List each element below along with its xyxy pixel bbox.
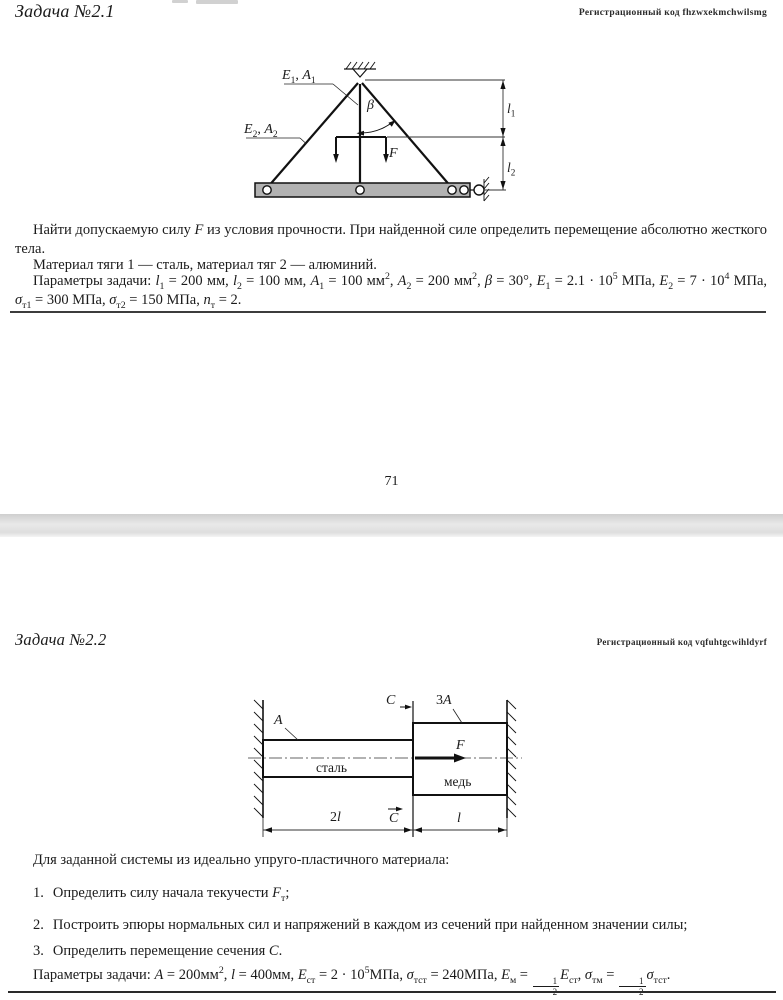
page1-bottom-rule bbox=[10, 311, 766, 313]
page2-registration-code: Регистрационный код vqfuhtgcwihldyrf bbox=[596, 637, 767, 647]
angle-arrow bbox=[388, 120, 395, 127]
force-arrowhead bbox=[383, 154, 389, 163]
para-parameters: Параметры задачи: $l_1 = 200$ мм, $l_2 = 100$ мм, $A_1 = 100$ $мм^2$, $A_2 = 200$ $мм^2$, β = 30°, $E_1 = 2.1 \cdot 10^5$ МПа, $E_2 = 7 \cdot 10^4$ МПа, $\sigma_{т1} = 300$ МПа, $\sigma_{т2} = 150$ МПа, $n_т = 2$. bbox=[15, 271, 768, 311]
top-support-icon bbox=[344, 62, 376, 77]
label-beta: β bbox=[367, 98, 374, 113]
para-materials: Материал тяги 1 — сталь, материал тяг 2 — алюминий. bbox=[33, 257, 377, 273]
leader-line bbox=[453, 709, 462, 723]
para-task-statement: Найти допускаемую силу F из условия прочности. При найденной силе определить перемещение абсолютно жесткого тела. bbox=[15, 222, 767, 257]
force-arrowhead bbox=[454, 754, 466, 763]
dimension-lines bbox=[365, 80, 506, 190]
para-intro: Для заданной системы из идеально упруго-пластичного материала: bbox=[33, 852, 450, 868]
page-number: 71 bbox=[384, 474, 399, 489]
diagram-rod-geometry bbox=[228, 676, 528, 844]
label-force: F bbox=[456, 738, 465, 753]
dimension-lines bbox=[263, 818, 507, 837]
task-item-2 bbox=[33, 916, 687, 935]
item-text: Построить эпюры нормальных сил и напряжений в каждом из сечений при найденном значении силы; bbox=[52, 917, 688, 933]
label-area-steel: A bbox=[274, 713, 283, 728]
page2-title: Задача №2.2 bbox=[15, 630, 107, 649]
label-rod1: $E_1$, $A_1$ bbox=[282, 68, 316, 86]
task-item-1 bbox=[33, 884, 289, 903]
item-number: 1. bbox=[33, 885, 44, 901]
page1-registration-code: Регистрационный код fhzwxekmchwilsmg bbox=[578, 8, 767, 18]
section-arrowhead-top bbox=[405, 705, 412, 710]
force-arrowhead bbox=[333, 154, 339, 163]
cropped-text-remnant bbox=[172, 0, 188, 3]
label-section-top: C bbox=[386, 693, 396, 708]
left-wall-icon bbox=[254, 700, 263, 818]
rod-right bbox=[362, 83, 452, 188]
rod-left bbox=[267, 83, 358, 188]
label-force: F bbox=[389, 146, 398, 161]
label-length-l: l bbox=[457, 811, 461, 826]
diagram-stepped-rod bbox=[228, 676, 528, 844]
diagram-truss bbox=[238, 53, 548, 208]
page-separator bbox=[0, 514, 783, 537]
label-l1: $l_1$ bbox=[507, 101, 516, 119]
right-wall-icon bbox=[507, 700, 516, 818]
label-material-copper: медь bbox=[444, 774, 472, 789]
pin-icon bbox=[460, 186, 468, 194]
task-item-3 bbox=[33, 942, 282, 961]
pin-icon bbox=[356, 186, 364, 194]
right-support-icon bbox=[470, 177, 489, 201]
label-material-steel: сталь bbox=[316, 760, 348, 775]
label-length-2l: 2l bbox=[330, 810, 341, 825]
cropped-text-remnant bbox=[196, 0, 238, 4]
label-area-copper: 3A bbox=[436, 693, 452, 708]
item-text: Определить перемещение сечения C. bbox=[52, 943, 283, 959]
page1-title: Задача №2.1 bbox=[15, 1, 115, 21]
page2-bottom-rule bbox=[8, 991, 776, 993]
item-number: 3. bbox=[33, 943, 44, 959]
pin-icon bbox=[448, 186, 456, 194]
para-parameters-2: Параметры задачи: $A = 200мм^2$, l = 400мм, $E_{ст} = 2 \cdot 10^5МПа$, $\sigma_{тст} = 240МПа$, $E_м$ = 1 $E_{ст}$, $\sigma_{тм}$ = 1 $\sigma_{тст}$. bbox=[33, 965, 671, 986]
leader-line bbox=[285, 728, 298, 740]
label-rod2: $E_2$, $A_2$ bbox=[244, 122, 278, 140]
item-number: 2. bbox=[33, 917, 44, 933]
pin-icon bbox=[263, 186, 271, 194]
item-text: Определить силу начала текучести $F_т$; bbox=[52, 885, 290, 904]
label-section-bottom: C bbox=[389, 811, 399, 826]
label-l2: $l_2$ bbox=[507, 160, 516, 178]
